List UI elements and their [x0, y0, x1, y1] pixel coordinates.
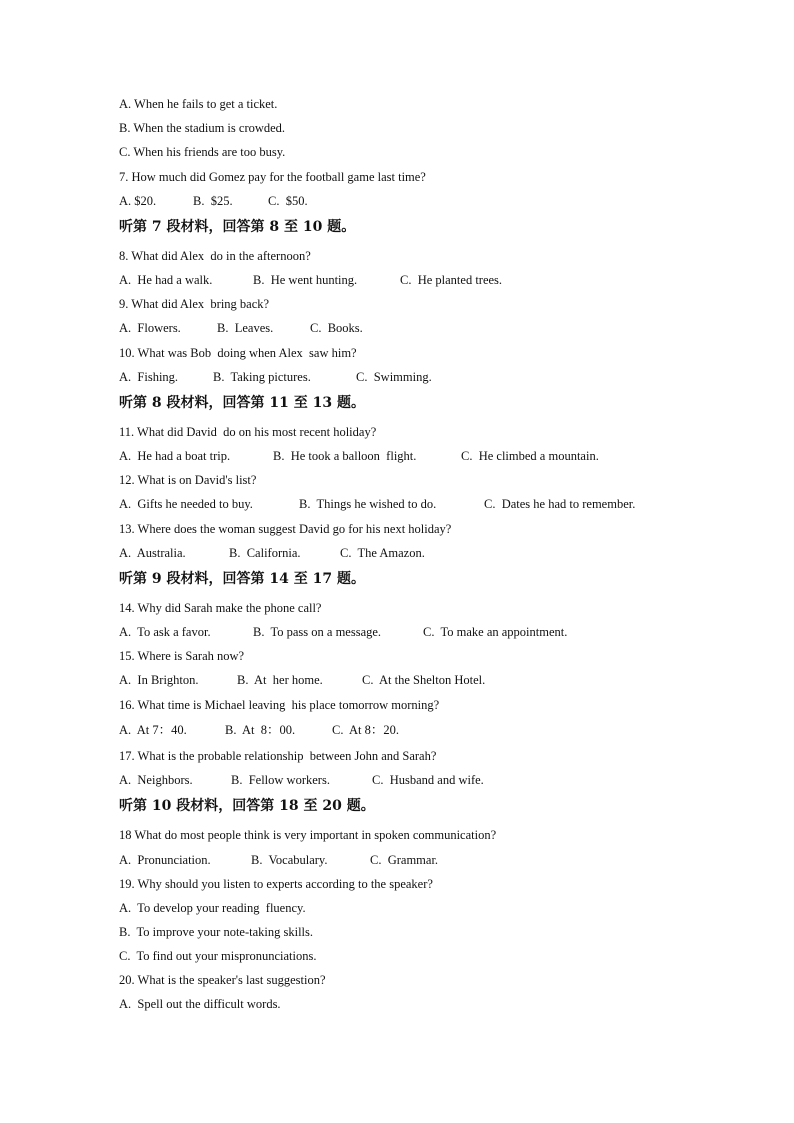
option-q18-a: A. Pronunciation. [119, 853, 211, 867]
option-q17-c: C. Husband and wife. [372, 773, 484, 787]
question-8: 8. What did Alex do in the afternoon? [119, 249, 311, 263]
option-q15-a: A. In Brighton. [119, 673, 199, 687]
option-q8-b: B. He went hunting. [253, 273, 358, 287]
option-q9-a: A. Flowers. [119, 321, 181, 335]
question-16: 16. What time is Michael leaving his place tomorrow morning? [119, 698, 440, 712]
question-19: 19. Why should you listen to experts according to the speaker? [119, 877, 433, 891]
question-10: 10. What was Bob doing when Alex saw him? [119, 346, 357, 360]
option-q12-c: C. Dates he had to remember. [484, 497, 636, 511]
option-q6-c: C. When his friends are too busy. [119, 145, 286, 159]
question-12: 12. What is on David's list? [119, 473, 257, 487]
option-q10-b: B. Taking pictures. [213, 370, 311, 384]
option-q13-b: B. California. [229, 546, 301, 560]
option-q16-c: C. At 8：20. [332, 723, 400, 737]
option-q6-a: A. When he fails to get a ticket. [119, 97, 278, 111]
option-q19-c: C. To find out your mispronunciations. [119, 949, 317, 963]
section-heading-9: 听第 9 段材料，回答第 14 至 17 题。 [119, 571, 365, 587]
option-q10-c: C. Swimming. [356, 370, 432, 384]
option-q14-b: B. To pass on a message. [253, 625, 382, 639]
option-q11-c: C. He climbed a mountain. [461, 449, 599, 463]
option-q13-a: A. Australia. [119, 546, 186, 560]
option-q8-c: C. He planted trees. [400, 273, 503, 287]
option-q17-b: B. Fellow workers. [231, 773, 330, 787]
section-heading-7: 听第 7 段材料，回答第 8 至 10 题。 [119, 219, 356, 235]
option-q12-b: B. Things he wished to do. [299, 497, 437, 511]
option-q15-b: B. At her home. [237, 673, 323, 687]
question-17: 17. What is the probable relationship between John and Sarah? [119, 749, 437, 763]
option-q19-b: B. To improve your note-taking skills. [119, 925, 314, 939]
option-q12-a: A. Gifts he needed to buy. [119, 497, 253, 511]
option-q16-b: B. At 8：00. [225, 723, 296, 737]
option-q11-b: B. He took a balloon flight. [273, 449, 417, 463]
option-q16-a: A. At 7：40. [119, 723, 187, 737]
option-q9-c: C. Books. [310, 321, 363, 335]
option-q10-a: A. Fishing. [119, 370, 179, 384]
option-q11-a: A. He had a boat trip. [119, 449, 231, 463]
question-7: 7. How much did Gomez pay for the football game last time? [119, 170, 426, 184]
question-9: 9. What did Alex bring back? [119, 297, 270, 311]
question-18: 18 What do most people think is very important in spoken communication? [119, 828, 497, 842]
option-q15-c: C. At the Shelton Hotel. [362, 673, 486, 687]
option-q20-a: A. Spell out the difficult words. [119, 997, 281, 1011]
option-q19-a: A. To develop your reading fluency. [119, 901, 306, 915]
option-q9-b: B. Leaves. [217, 321, 274, 335]
option-q7-c: C. $50. [268, 194, 308, 208]
option-q7-a: A. $20. [119, 194, 157, 208]
question-20: 20. What is the speaker's last suggestion? [119, 973, 326, 987]
option-q6-b: B. When the stadium is crowded. [119, 121, 286, 135]
option-q14-c: C. To make an appointment. [423, 625, 568, 639]
option-q7-b: B. $25. [193, 194, 233, 208]
option-q18-b: B. Vocabulary. [251, 853, 328, 867]
question-15: 15. Where is Sarah now? [119, 649, 245, 663]
option-q13-c: C. The Amazon. [340, 546, 425, 560]
question-14: 14. Why did Sarah make the phone call? [119, 601, 322, 615]
section-heading-10: 听第 10 段材料，回答第 18 至 20 题。 [119, 798, 375, 814]
option-q8-a: A. He had a walk. [119, 273, 213, 287]
option-q14-a: A. To ask a favor. [119, 625, 211, 639]
question-13: 13. Where does the woman suggest David go for his next holiday? [119, 522, 452, 536]
question-11: 11. What did David do on his most recent holiday? [119, 425, 377, 439]
option-q17-a: A. Neighbors. [119, 773, 193, 787]
section-heading-8: 听第 8 段材料，回答第 11 至 13 题。 [119, 395, 365, 411]
option-q18-c: C. Grammar. [370, 853, 439, 867]
